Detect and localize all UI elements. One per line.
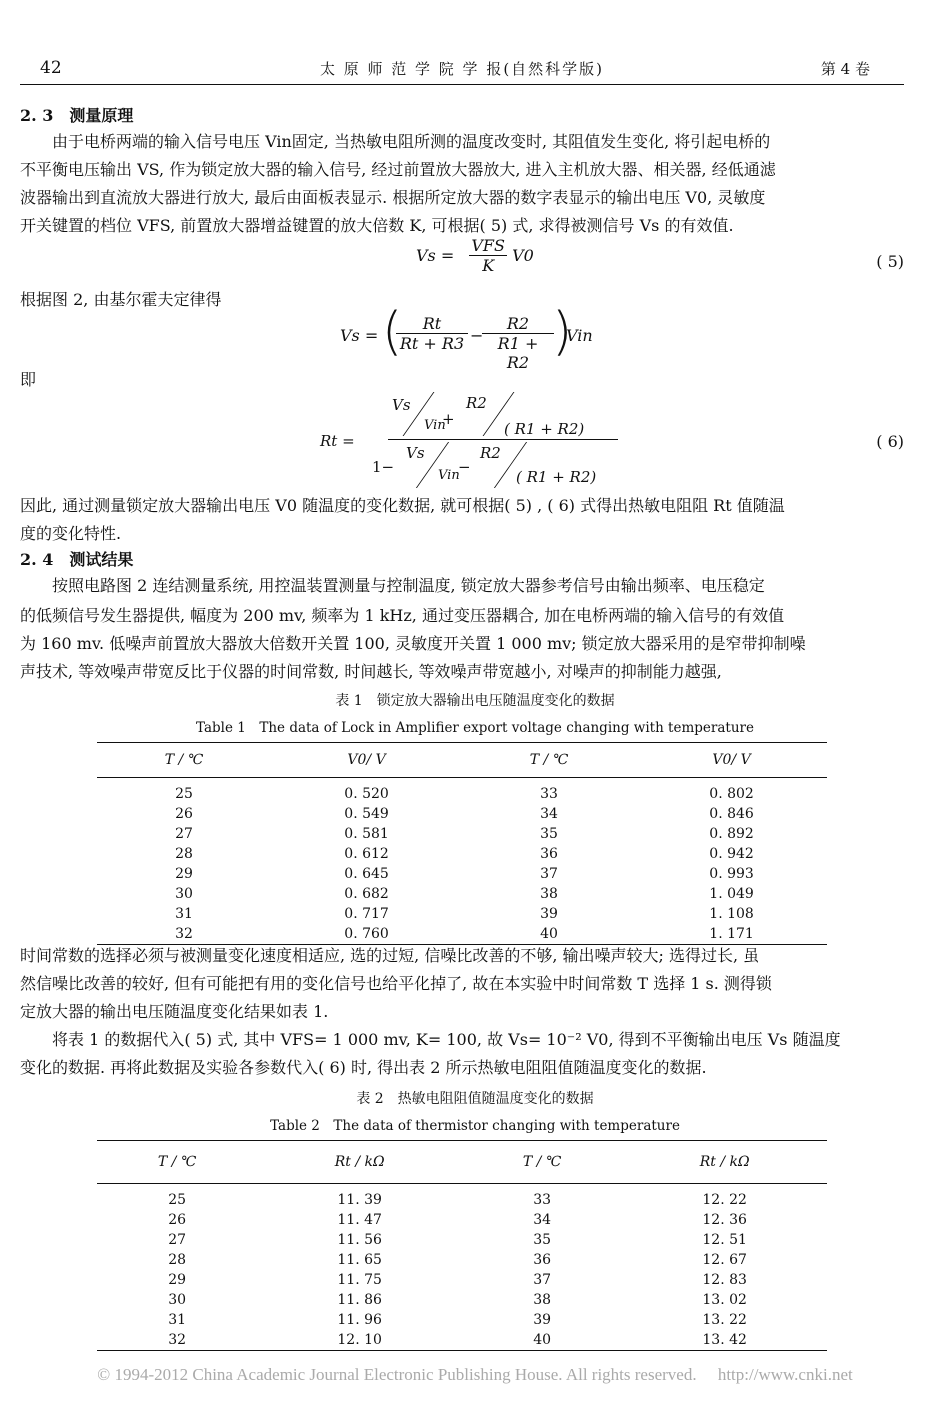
table-row	[97, 824, 827, 844]
table-header: T / ℃	[97, 743, 271, 778]
table-cell: 28	[175, 846, 193, 862]
table-row	[97, 1230, 827, 1250]
table-cell: 1. 108	[709, 906, 754, 922]
table-header: Rt / kΩ	[622, 1141, 827, 1184]
paragraph-line: 不平衡电压输出 VS, 作为锁定放大器的输入信号, 经过前置放大器放大, 进入主机放大器、相关器, 经低通滤	[20, 160, 776, 179]
table-cell: 12. 10	[257, 1330, 462, 1351]
eq5-lhs: Vs =	[416, 246, 455, 265]
table-cell: 0. 942	[709, 846, 754, 862]
eqk-num1: Rt	[396, 314, 468, 334]
table-cell: 36	[540, 846, 558, 862]
table-cell: 34	[533, 1212, 552, 1228]
eq5-numerator: VFS	[471, 236, 505, 255]
paragraph-line: 将表 1 的数据代入( 5) 式, 其中 VFS= 1 000 mv, K= 100, 故 Vs= 10⁻² V0, 得到不平衡输出电压 Vs 随温度	[20, 1030, 841, 1049]
eq6-fraction-bar	[388, 439, 618, 440]
paragraph-line: 开关键置的档位 VFS, 前置放大器增益键置的放大倍数 K, 可根据( 5) 式, 求得被测信号 Vs 的有效值.	[20, 216, 734, 235]
table-row	[97, 778, 827, 805]
table-cell: 0. 717	[344, 906, 389, 922]
table-header: V0/ V	[636, 743, 827, 778]
paragraph-line: 度的变化特性.	[20, 524, 122, 543]
table-cell: 13. 22	[702, 1312, 747, 1328]
paragraph-line: 的低频信号发生器提供, 幅度为 200 mv, 频率为 1 kHz, 通过变压器耦合, 加在电桥两端的输入信号的有效值	[20, 606, 785, 625]
table-cell: 1. 171	[636, 924, 827, 945]
eq6-sum-bottom: ( R1 + R2)	[516, 468, 597, 486]
table1-caption-cn: 表 1 锁定放大器输出电压随温度变化的数据	[335, 693, 615, 709]
table-cell: 38	[540, 886, 558, 902]
eq6-sum-top: ( R1 + R2)	[504, 420, 585, 438]
table-cell: 11. 86	[337, 1292, 382, 1308]
paragraph-line: 时间常数的选择必须与被测量变化速度相适应, 选的过短, 信噪比改善的不够, 输出噪声较大; 选得过长, 虽	[20, 946, 760, 965]
table-cell: 13. 02	[702, 1292, 747, 1308]
table-cell: 27	[168, 1232, 187, 1248]
table-row	[97, 1184, 827, 1211]
eq5-tail: V0	[512, 246, 534, 265]
equation-number-5: ( 5)	[876, 252, 904, 271]
table-cell: 30	[175, 886, 193, 902]
table-row	[97, 1330, 827, 1351]
table-cell: 33	[540, 786, 558, 802]
paragraph-line: 变化的数据. 再将此数据及实验各参数代入( 6) 时, 得出表 2 所示热敏电阻阻值随温度变化的数据.	[20, 1058, 707, 1077]
table-cell: 11. 47	[337, 1212, 382, 1228]
table-cell: 0. 802	[709, 786, 754, 802]
table1-caption-en: Table 1 The data of Lock in Amplifier export voltage changing with temperature	[196, 720, 754, 736]
eq6-one-minus: 1−	[372, 458, 395, 476]
table-cell: 0. 993	[709, 866, 754, 882]
table-header: Rt / kΩ	[257, 1141, 462, 1184]
eq6-r2-bottom: R2	[480, 444, 501, 462]
table-cell: 35	[540, 826, 558, 842]
paragraph-line: 然信噪比改善的较好, 但有可能把有用的变化信号也给平化掉了, 故在本实验中时间常数 T 选择 1 s. 测得锁	[20, 974, 772, 993]
table-cell: 29	[168, 1272, 187, 1288]
eq6-plus: +	[442, 410, 455, 428]
volume-label: 第 4 卷	[820, 60, 870, 78]
table-row	[97, 904, 827, 924]
table-row	[97, 1250, 827, 1270]
table-cell: 0. 520	[344, 786, 389, 802]
table-cell: 39	[533, 1312, 552, 1328]
eq6-vs-bottom: Vs	[406, 444, 425, 462]
table-cell: 11. 75	[337, 1272, 382, 1288]
eqk-den1: Rt + R3	[399, 334, 465, 353]
paragraph-line: 为 160 mv. 低噪声前置放大器放大倍数开关置 100, 灵敏度开关置 1 000 mv; 锁定放大器采用的是窄带抑制噪	[20, 634, 806, 653]
page-number: 42	[40, 58, 62, 78]
table-cell: 26	[175, 806, 193, 822]
table2	[97, 1140, 827, 1351]
copyright-footer: © 1994-2012 China Academic Journal Electronic Publishing House. All rights reserved. http://www.cnki.net	[97, 1365, 853, 1384]
table-cell: 0. 581	[344, 826, 389, 842]
table-cell: 35	[533, 1232, 552, 1248]
table-cell: 40	[462, 924, 636, 945]
table-cell: 11. 39	[337, 1192, 382, 1208]
paragraph-line: 声技术, 等效噪声带宽反比于仪器的时间常数, 时间越长, 等效噪声带宽越小, 对噪声的抑制能力越强,	[20, 662, 722, 681]
table-header: T / ℃	[462, 743, 636, 778]
eq6-lhs: Rt =	[320, 432, 355, 450]
table-cell: 29	[175, 866, 193, 882]
table2-caption-en: Table 2 The data of thermistor changing with temperature	[270, 1118, 680, 1134]
table-cell: 37	[540, 866, 558, 882]
eq6-r2-top: R2	[466, 394, 487, 412]
table-cell: 11. 56	[337, 1232, 382, 1248]
table-cell: 0. 612	[344, 846, 389, 862]
table-row	[97, 844, 827, 864]
table-cell: 0. 892	[709, 826, 754, 842]
table-cell: 11. 65	[337, 1252, 382, 1268]
paragraph-line: 因此, 通过测量锁定放大器输出电压 V0 随温度的变化数据, 就可根据( 5) , ( 6) 式得出热敏电阻阻 Rt 值随温	[20, 496, 785, 515]
table-cell: 0. 549	[344, 806, 389, 822]
table-cell: 0. 760	[271, 924, 462, 945]
table2-caption-cn: 表 2 热敏电阻阻值随温度变化的数据	[356, 1091, 594, 1107]
eq5-denominator: K	[482, 256, 495, 275]
paragraph-line: 即	[20, 370, 37, 389]
equation-5	[416, 236, 534, 275]
table-row	[97, 1310, 827, 1330]
journal-title: 太 原 师 范 学 院 学 报(自然科学版)	[319, 60, 605, 78]
table-cell: 0. 846	[709, 806, 754, 822]
eqk-tail: Vin	[566, 326, 593, 345]
table-cell: 12. 51	[702, 1232, 747, 1248]
table-cell: 32	[97, 1330, 257, 1351]
paragraph-line: 根据图 2, 由基尔霍夫定律得	[20, 290, 222, 309]
table-cell: 12. 83	[702, 1272, 747, 1288]
table-cell: 12. 22	[702, 1192, 747, 1208]
table-cell: 40	[462, 1330, 622, 1351]
table-cell: 27	[175, 826, 193, 842]
table-cell: 1. 049	[709, 886, 754, 902]
eq6-vin-top: Vin	[424, 418, 446, 433]
table-row	[97, 1270, 827, 1290]
table-header: V0/ V	[271, 743, 462, 778]
table-cell: 36	[533, 1252, 552, 1268]
section-heading-2-4: 2. 4 测试结果	[20, 550, 134, 569]
running-header	[20, 50, 904, 85]
table-cell: 28	[168, 1252, 187, 1268]
table-row	[97, 924, 827, 945]
table-cell: 32	[97, 924, 271, 945]
section-heading-2-3: 2. 3 测量原理	[20, 106, 134, 125]
table-cell: 39	[540, 906, 558, 922]
table-cell: 33	[533, 1192, 552, 1208]
table-cell: 25	[175, 786, 193, 802]
table-cell: 0. 645	[344, 866, 389, 882]
table-row	[97, 804, 827, 824]
equation-number-6: ( 6)	[876, 432, 904, 451]
paragraph-line: 波器输出到直流放大器进行放大, 最后由面板表显示. 根据所定放大器的数字表显示的输出电压 V0, 灵敏度	[20, 188, 766, 207]
table-cell: 37	[533, 1272, 552, 1288]
eq6-vs-top: Vs	[392, 396, 411, 414]
table-cell: 31	[175, 906, 193, 922]
table-cell: 12. 36	[702, 1212, 747, 1228]
table-cell: 34	[540, 806, 558, 822]
table-cell: 13. 42	[622, 1330, 827, 1351]
table-cell: 38	[533, 1292, 552, 1308]
table-row	[97, 884, 827, 904]
paragraph-line: 由于电桥两端的输入信号电压 Vin固定, 当热敏电阻所测的温度改变时, 其阻值发生变化, 将引起电桥的	[20, 132, 771, 151]
table-cell: 25	[168, 1192, 187, 1208]
table-row	[97, 1210, 827, 1230]
right-paren: )	[552, 302, 573, 362]
table-cell: 12. 67	[702, 1252, 747, 1268]
paragraph-line: 定放大器的输出电压随温度变化结果如表 1.	[20, 1002, 329, 1021]
table-header: T / ℃	[97, 1141, 257, 1184]
equation-6	[320, 392, 620, 492]
eqk-den2: R1 + R2	[497, 334, 539, 372]
table-cell: 30	[168, 1292, 187, 1308]
table-cell: 26	[168, 1212, 187, 1228]
table1	[97, 742, 827, 945]
eq6-minus: −	[458, 458, 471, 476]
eqk-minus: −	[470, 326, 484, 345]
eqk-lhs: Vs =	[340, 326, 379, 345]
table-header: T / ℃	[462, 1141, 622, 1184]
table-row	[97, 1290, 827, 1310]
table-row	[97, 864, 827, 884]
table-cell: 0. 682	[344, 886, 389, 902]
left-paren: (	[382, 302, 403, 362]
eq6-vin-bottom: Vin	[438, 468, 460, 483]
table-cell: 11. 96	[337, 1312, 382, 1328]
table-cell: 31	[168, 1312, 187, 1328]
eqk-num2: R2	[482, 314, 554, 334]
paragraph-line: 按照电路图 2 连结测量系统, 用控温装置测量与控制温度, 锁定放大器参考信号由输出频率、电压稳定	[20, 576, 765, 595]
